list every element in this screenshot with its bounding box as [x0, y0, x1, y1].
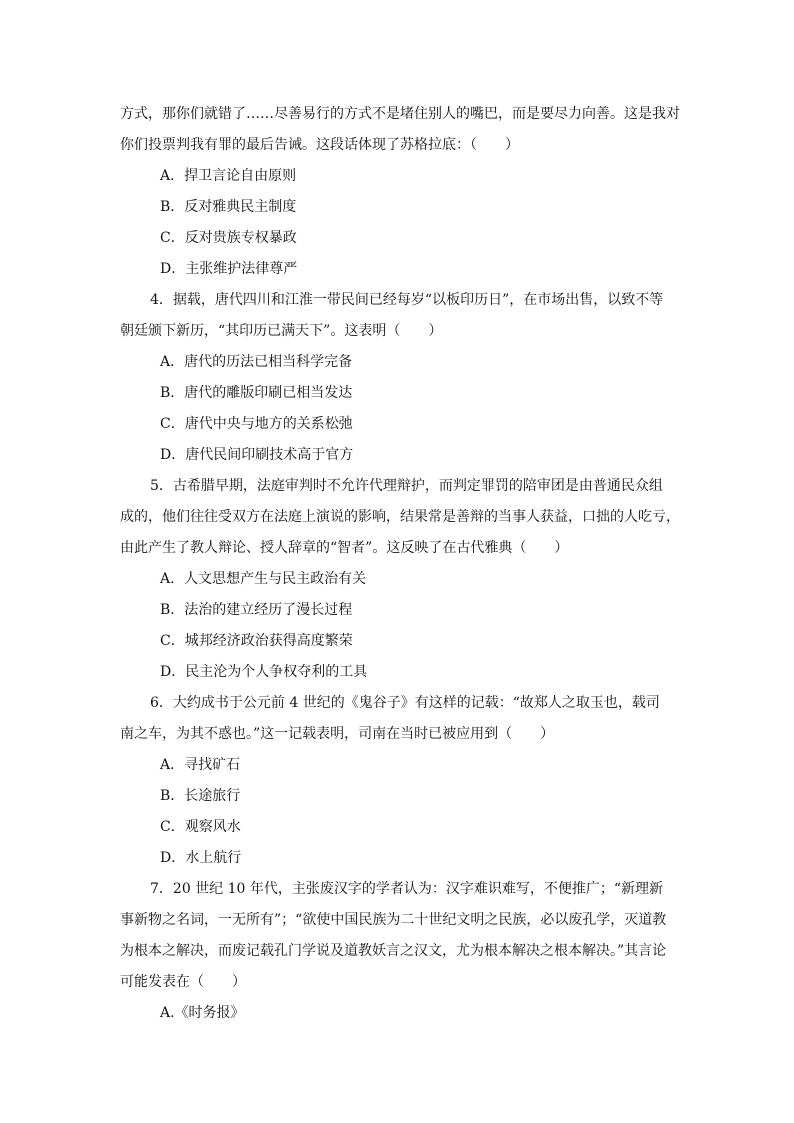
- q6-option-d: D．水上航行: [160, 850, 242, 866]
- q5-stem-line-1: 5．古希腊早期，法庭审判时不允许代理辩护，而判定罪罚的陪审团是由普通民众组: [150, 478, 663, 494]
- q6-stem-line-1: 6．大约成书于公元前 4 世纪的《鬼谷子》有这样的记载：“故郑人之取玉也，载司: [150, 695, 660, 711]
- q3-option-b: B．反对雅典民主制度: [160, 199, 297, 215]
- q6-option-c: C．观察风水: [160, 819, 241, 835]
- q5-option-b: B．法治的建立经历了漫长过程: [160, 602, 353, 618]
- q7-option-a: A.《时务报》: [160, 1005, 245, 1021]
- q7-stem-line-3: 为根本之解决，而废记载孔门学说及道教妖言之汉文，尤为根本解决之根本解决。”其言论: [120, 943, 667, 959]
- q5-option-c: C．城邦经济政治获得高度繁荣: [160, 633, 353, 649]
- q4-option-a: A．唐代的历法已相当科学完备: [160, 354, 353, 370]
- q4-stem-line-2: 朝廷颁下新历，“其印历已满天下”。这表明（ ）: [120, 323, 443, 339]
- q6-stem-line-2: 南之车，为其不惑也。”这一记载表明，司南在当时已被应用到（ ）: [120, 726, 555, 742]
- q4-option-b: B．唐代的雕版印刷已相当发达: [160, 385, 353, 401]
- q7-stem-line-1: 7．20 世纪 10 年代，主张废汉字的学者认为：汉字难识难写，不便推广；“新理新: [150, 881, 664, 897]
- q4-stem-line-1: 4．据载，唐代四川和江淮一带民间已经每岁“以板印历日”，在市场出售，以致不等: [150, 292, 664, 308]
- q3-option-a: A．捍卫言论自由原则: [160, 168, 297, 184]
- q6-option-a: A．寻找矿石: [160, 757, 241, 773]
- q5-option-a: A．人文思想产生与民主政治有关: [160, 571, 367, 587]
- q5-option-d: D．民主沦为个人争权夺利的工具: [160, 664, 368, 680]
- q6-option-b: B．长途旅行: [160, 788, 241, 804]
- q3-stem-line-2: 你们投票判我有罪的最后告诫。这段话体现了苏格拉底：（ ）: [120, 137, 519, 153]
- q5-stem-line-3: 由此产生了教人辩论、授人辞章的“智者”。这反映了在古代雅典（ ）: [120, 540, 569, 556]
- q4-option-d: D．唐代民间印刷技术高于官方: [160, 447, 354, 463]
- q7-stem-line-4: 可能发表在（ ）: [120, 974, 246, 990]
- q3-stem-line-1: 方式，那你们就错了……尽善易行的方式不是堵住别人的嘴巴，而是要尽力向善。这是我对: [120, 106, 680, 122]
- q3-option-c: C．反对贵族专权暴政: [160, 230, 297, 246]
- q4-option-c: C．唐代中央与地方的关系松弛: [160, 416, 353, 432]
- q3-option-d: D．主张维护法律尊严: [160, 261, 298, 277]
- q5-stem-line-2: 成的，他们往往受双方在法庭上演说的影响，结果常是善辩的当事人获益，口拙的人吃亏，: [120, 509, 680, 525]
- q7-stem-line-2: 事新物之名词，一无所有”；“欲使中国民族为二十世纪文明之民族，必以废孔学，灭道教: [120, 912, 667, 928]
